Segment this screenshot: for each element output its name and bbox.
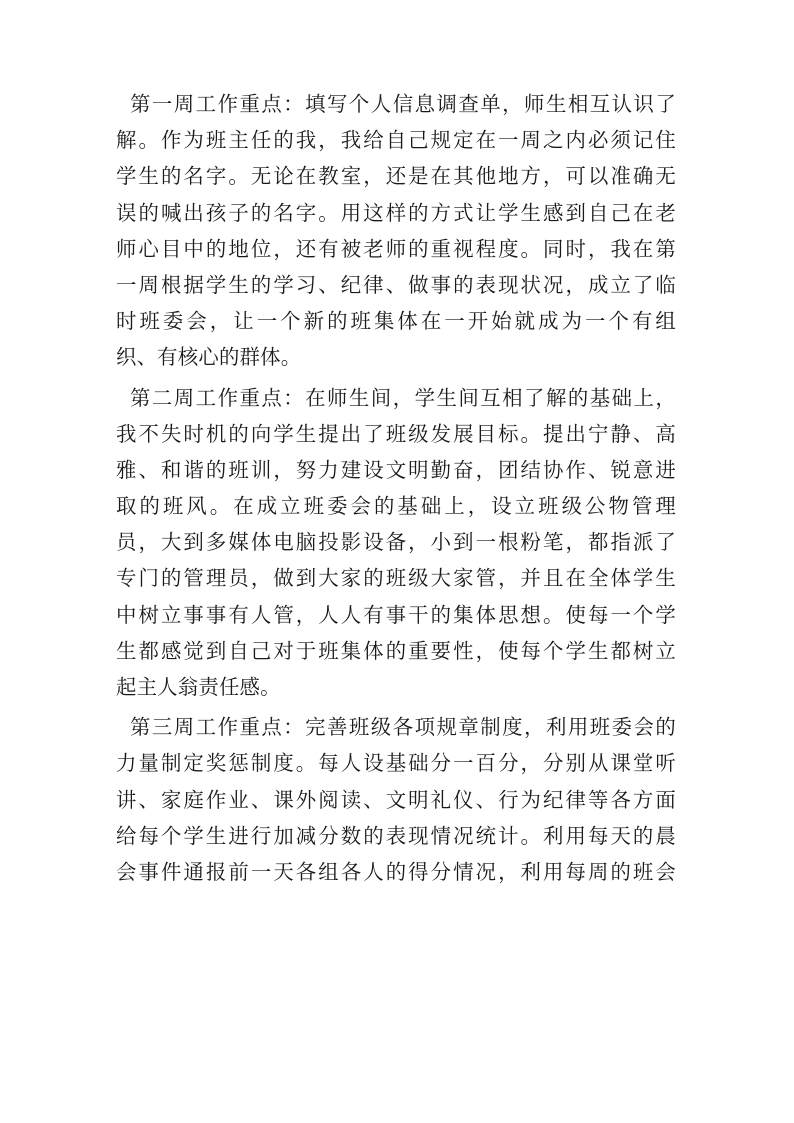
text-line: 取的班风。在成立班委会的基础上，设立班级公物管理 — [116, 494, 676, 519]
paragraph-week-2 — [116, 380, 676, 706]
text-line: 织、有核心的群体。 — [116, 345, 302, 370]
text-line: 讲、家庭作业、课外阅读、文明礼仪、行为纪律等各方面 — [116, 787, 676, 812]
text-line: 专门的管理员，做到大家的班级大家管，并且在全体学生 — [116, 566, 676, 591]
text-line: 一周根据学生的学习、纪律、做事的表现状况，成立了临 — [116, 272, 676, 297]
text-line: 起主人翁责任感。 — [116, 675, 281, 699]
paragraph-week-1 — [116, 86, 676, 376]
text-line: 解。作为班主任的我，我给自己规定在一周之内必须记住 — [116, 128, 676, 153]
text-line: 时班委会，让一个新的班集体在一开始就成为一个有组 — [116, 309, 676, 334]
text-line: 员，大到多媒体电脑投影设备，小到一根粉笔，都指派了 — [116, 530, 676, 555]
text-line: 误的喊出孩子的名字。用这样的方式让学生感到自己在老 — [116, 200, 676, 225]
text-line: 中树立事事有人管，人人有事干的集体思想。使每一个学 — [116, 602, 676, 627]
text-line: 生都感觉到自己对于班集体的重要性，使每个学生都树立 — [116, 638, 676, 663]
text-line: 力量制定奖惩制度。每人设基础分一百分，分别从课堂听 — [116, 751, 676, 776]
text-line: 师心目中的地位，还有被老师的重视程度。同时，我在第 — [116, 236, 676, 261]
paragraph-week-3 — [116, 709, 676, 890]
text-line: 学生的名字。无论在教室，还是在其他地方，可以准确无 — [116, 164, 676, 189]
text-line: 雅、和谐的班训，努力建设文明勤奋，团结协作、锐意进 — [116, 457, 676, 482]
text-line: 我不失时机的向学生提出了班级发展目标。提出宁静、高 — [116, 421, 676, 446]
text-line: 第三周工作重点：完善班级各项规章制度，利用班委会的 — [130, 715, 676, 740]
text-line: 会事件通报前一天各组各人的得分情况，利用每周的班会 — [116, 859, 676, 884]
document-body — [116, 86, 676, 894]
text-line: 第一周工作重点：填写个人信息调查单，师生相互认识了 — [130, 92, 676, 116]
text-line: 给每个学生进行加减分数的表现情况统计。利用每天的晨 — [116, 823, 676, 848]
text-line: 第二周工作重点：在师生间，学生间互相了解的基础上， — [130, 385, 676, 410]
